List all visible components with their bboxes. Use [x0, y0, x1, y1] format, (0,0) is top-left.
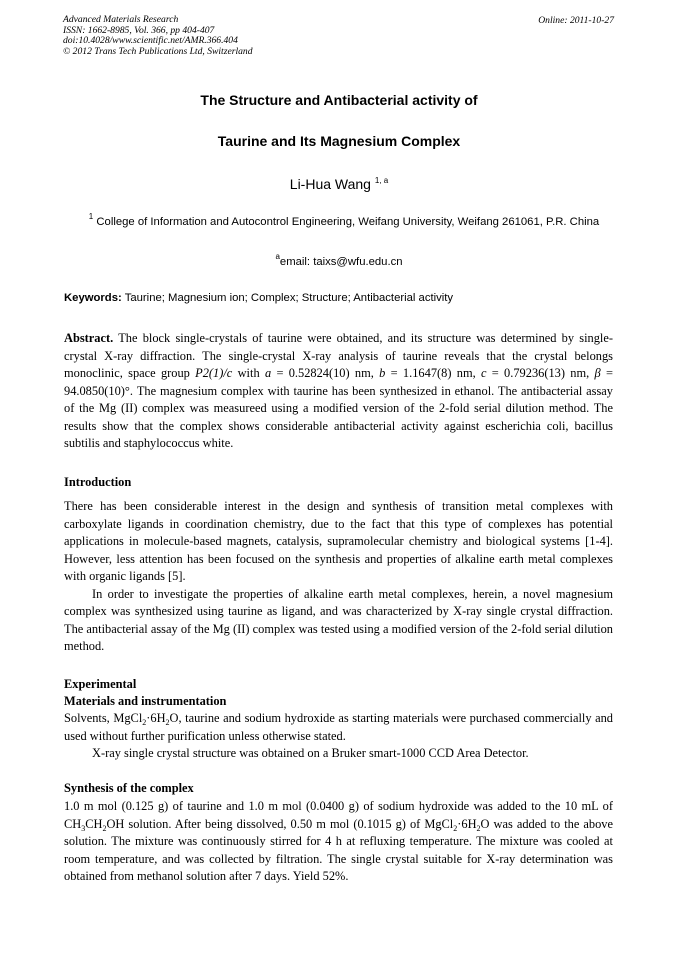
materials-text-2: ·6H: [146, 711, 166, 725]
materials-sub-1: 2: [142, 718, 147, 727]
synthesis-body: [64, 798, 613, 886]
materials-heading: Materials and instrumentation: [64, 694, 227, 708]
synthesis-text-1: 1.0 m mol (0.125 g) of taurine and 1.0 m mol (0.0400 g) of sodium hydroxide was added to the 10 mL of CH: [64, 799, 613, 831]
synthesis-sub-1: 3: [81, 823, 86, 833]
journal-header: [63, 15, 253, 57]
paper-title-line-2: Taurine and Its Magnesium Complex: [217, 133, 461, 149]
synthesis-sub-4: 2: [476, 823, 481, 833]
abstract-text-5: = 0.79236(13) nm,: [491, 366, 590, 380]
abstract-text-4: = 1.1647(8) nm,: [390, 366, 476, 380]
affiliation: [66, 208, 622, 231]
affiliation-text: College of Information and Autocontrol Engineering, Weifang University, Weifang 261061, P.R. China: [96, 216, 600, 228]
param-b: b: [379, 366, 386, 380]
materials-body: [64, 710, 613, 763]
introduction-body: [64, 498, 613, 656]
affiliation-mark: 1: [88, 212, 94, 221]
materials-paragraph-1: [64, 710, 613, 745]
keywords-label: Keywords:: [64, 292, 122, 304]
materials-paragraph-2: X-ray single crystal structure was obtained on a Bruker smart-1000 CCD Area Detector.: [92, 746, 529, 760]
abstract-text-2: with: [237, 366, 260, 380]
synthesis-sub-2: 2: [102, 823, 107, 833]
materials-text-1: Solvents, MgCl: [64, 711, 143, 725]
synthesis-paragraph: [64, 798, 613, 886]
experimental-heading: Experimental: [64, 677, 137, 691]
introduction-heading: Introduction: [64, 475, 132, 489]
param-beta: β: [594, 366, 601, 380]
param-c: c: [480, 366, 487, 380]
param-a: a: [264, 366, 272, 380]
synthesis-text-2: CH: [85, 816, 103, 831]
paper-title-line-1: The Structure and Antibacterial activity of: [200, 92, 478, 108]
abstract-text-1: The block single-crystals of taurine were obtained, and its structure was determined by single-crystal X-ray diffraction. The single-crystal X-ray analysis of taurine reveals that the crystal belongs monoclinic, space group: [64, 331, 613, 380]
synthesis-heading: Synthesis of the complex: [64, 781, 194, 795]
abstract-text-3: = 0.52824(10) nm,: [276, 366, 374, 380]
online-date: Online: 2011-10-27: [538, 15, 614, 26]
issn-line: ISSN: 1662-8985, Vol. 366, pp 404-407: [63, 24, 215, 36]
introduction-paragraph-2: In order to investigate the properties of alkaline earth metal complexes, herein, a novel magnesium complex was synthesized using taurine as ligand, and was characterized by X-ray single crystal diffraction. The antibacterial assay of the Mg (II) complex was tested using a modified version of the 2-fold serial dilution method.: [64, 586, 613, 653]
doi-line: doi:10.4028/www.scientific.net/AMR.366.404: [63, 35, 238, 47]
keywords-text: Taurine; Magnesium ion; Complex; Structure; Antibacterial activity: [124, 292, 454, 304]
synthesis-text-3: OH solution. After being dissolved, 0.50 m mol (0.1015 g) of MgCl: [106, 816, 454, 831]
author-name: Li-Hua Wang: [289, 176, 371, 192]
synthesis-text-5: O was added to the above solution. The mixture was continuously stirred for 4 h at refluxing temperature. The mixture was cooled at room temperature, and was collected by filtration. The single crystal suitable for X-ray determination was obtained from methanol solution after 7 days. Yield 52%.: [64, 816, 613, 883]
author-affiliation-mark: 1, a: [374, 176, 389, 185]
abstract-text-6: = 94.0850(10)°. The magnesium complex with taurine has been synthesized in ethanol. The antibacterial assay of the Mg (II) complex was measureed using a modified version of the 2-fold serial dilution method. The results show that the complex shows considerable antibacterial activity against escherichia coli, bacillus subtilis and staphylococcus white.: [64, 366, 613, 450]
author: [0, 176, 678, 192]
synthesis-sub-3: 2: [453, 823, 458, 833]
introduction-paragraph-1: There has been considerable interest in the design and synthesis of transition metal complexes with carboxylate ligands in coordination chemistry, due to the fact that this type of complexes has potential applications in molecule-based magnets, catalysis, supramolecular chemistry and biological systems [1-4]. However, less attention has been focused on the synthesis and properties of alkaline earth metal complexes with organic ligands [5].: [64, 499, 613, 583]
materials-text-3: O, taurine and sodium hydroxide as starting materials were purchased commercially and used without further purification unless otherwise stated.: [64, 711, 613, 743]
email: [0, 252, 678, 268]
copyright-line: © 2012 Trans Tech Publications Ltd, Switzerland: [63, 45, 253, 57]
keywords: [64, 292, 453, 304]
synthesis-text-4: ·6H: [457, 816, 477, 831]
email-text: email: taixs@wfu.edu.cn: [279, 256, 403, 268]
materials-sub-2: 2: [165, 718, 170, 727]
email-mark: a: [275, 252, 280, 261]
space-group: P2(1)/c: [195, 366, 233, 380]
journal-name: Advanced Materials Research: [63, 14, 179, 25]
abstract-label: Abstract.: [64, 331, 114, 345]
abstract: [64, 330, 613, 453]
